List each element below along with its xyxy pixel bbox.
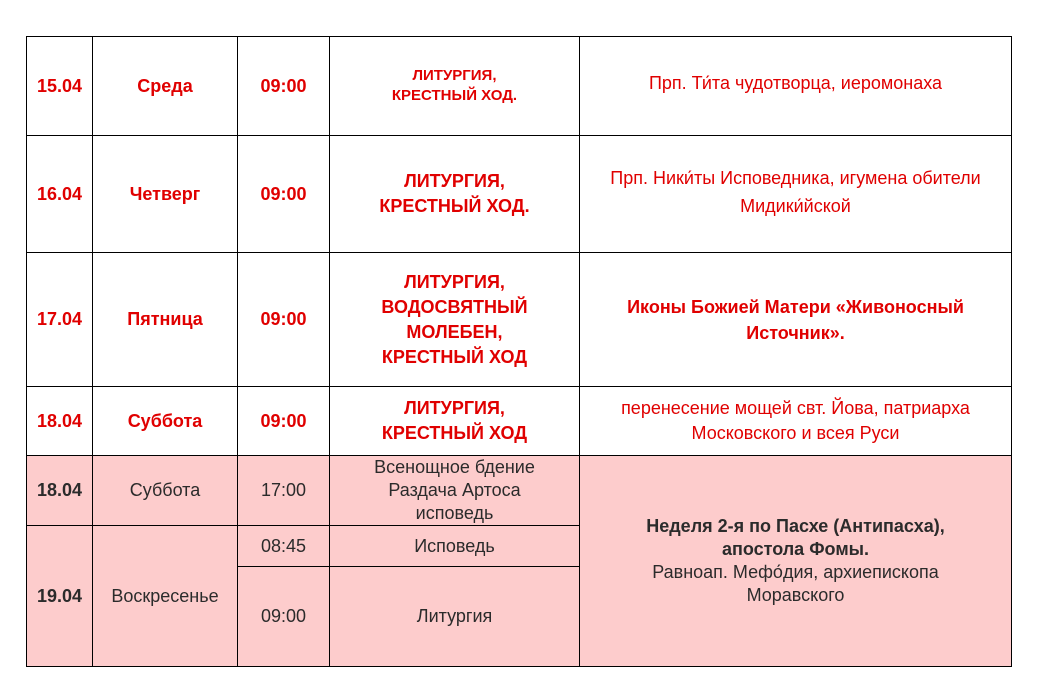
service-line: КРЕСТНЫЙ ХОД [381,346,528,367]
weekday-cell: Четверг [93,136,238,253]
weekend-feast-cell [580,456,1012,667]
feast-line: Прп. Ники́ты Исповедника, игумена обители [610,168,981,188]
feast-line: Мидики́йской [740,196,851,216]
table-row [27,456,1012,526]
weekday-cell: Суббота [93,456,238,526]
table-row [27,136,1012,253]
service-line: исповедь [415,503,494,523]
time-cell: 09:00 [238,253,330,387]
service-line: ЛИТУРГИЯ, [404,171,505,191]
feast-cell [580,253,1012,387]
feast-cell [580,387,1012,456]
feast-line: Московского и всея Руси [691,423,900,443]
service-line: КРЕСТНЫЙ ХОД. [379,196,530,216]
weekday-cell: Воскресенье [93,526,238,667]
feast-cell [580,37,1012,136]
service-line: Всенощное бдение [374,457,535,477]
table-row [27,387,1012,456]
feast-line: Источник». [746,322,845,343]
weekday-cell: Суббота [93,387,238,456]
time-cell: 09:00 [238,37,330,136]
schedule-table [26,36,1012,667]
weekday-cell: Среда [93,37,238,136]
time-cell: 09:00 [238,567,330,667]
date-cell: 18.04 [27,456,93,526]
date-cell: 19.04 [27,526,93,667]
service-line: ЛИТУРГИЯ, [404,271,505,292]
service-cell [330,253,580,387]
service-line: ЛИТУРГИЯ, [412,67,497,84]
service-cell [330,456,580,526]
feast-line: Иконы Божией Матери «Живоносный [627,296,964,317]
service-cell: Литургия [330,567,580,667]
service-line: ВОДОСВЯТНЫЙ [381,296,528,317]
date-cell: 16.04 [27,136,93,253]
date-cell: 17.04 [27,253,93,387]
time-cell: 08:45 [238,526,330,567]
time-cell: 17:00 [238,456,330,526]
feast-line: Моравского [746,585,845,605]
time-cell: 09:00 [238,387,330,456]
service-line: МОЛЕБЕН, [406,321,503,342]
service-cell [330,136,580,253]
feast-line: Равноап. Мефо́дия, архиепископа [652,562,939,582]
feast-line: Прп. Ти́та чудотворца, иеромонаха [648,73,943,93]
date-cell: 15.04 [27,37,93,136]
weekday-cell: Пятница [93,253,238,387]
table-row [27,253,1012,387]
service-line: КРЕСТНЫЙ ХОД. [391,87,518,104]
service-cell [330,37,580,136]
feast-cell [580,136,1012,253]
service-line: КРЕСТНЫЙ ХОД [381,423,528,443]
time-cell: 09:00 [238,136,330,253]
service-line: Раздача Артоса [388,480,521,500]
date-cell: 18.04 [27,387,93,456]
service-cell [330,387,580,456]
feast-line: перенесение мощей свт. Йова, патриарха [621,398,970,418]
table-row [27,37,1012,136]
feast-line: апостола Фомы. [721,539,870,559]
service-cell: Исповедь [330,526,580,567]
feast-line: Неделя 2-я по Пасхе (Антипасха), [646,516,945,536]
service-line: ЛИТУРГИЯ, [404,398,505,418]
